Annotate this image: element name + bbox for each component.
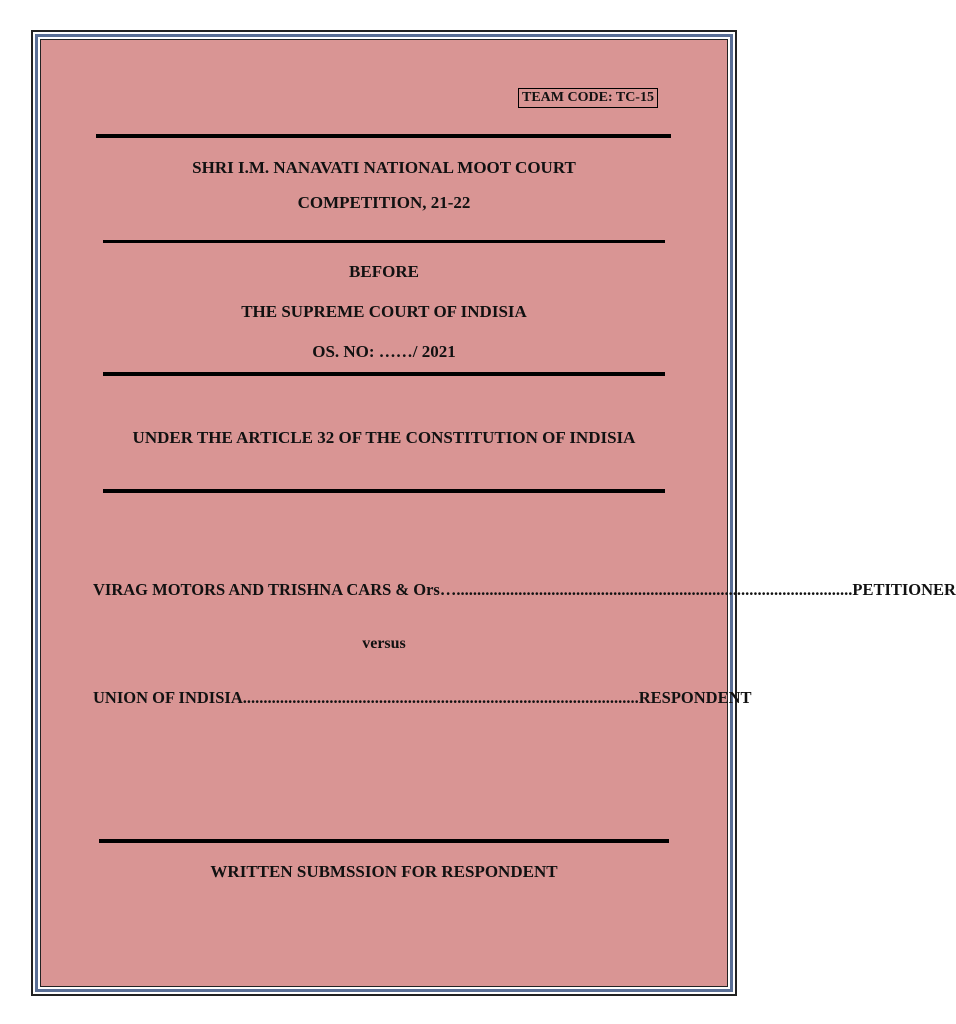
respondent-name: UNION OF INDISIA <box>93 688 243 707</box>
cover-page <box>40 39 728 987</box>
petitioner-line <box>93 580 956 600</box>
competition-title-line2: COMPETITION, 21-22 <box>297 193 471 212</box>
divider-rule <box>96 134 671 138</box>
petitioner-dots: ................................................................................................ <box>456 580 853 599</box>
divider-rule <box>103 489 665 493</box>
petitioner-name: VIRAG MOTORS AND TRISHNA CARS & Ors… <box>93 580 457 599</box>
petitioner-role: PETITIONER <box>852 580 956 599</box>
divider-rule <box>103 372 665 376</box>
team-code-box: TEAM CODE: TC-15 <box>518 88 658 108</box>
submission-title: WRITTEN SUBMSSION FOR RESPONDENT <box>210 862 558 881</box>
competition-title-line1: SHRI I.M. NANAVATI NATIONAL MOOT COURT <box>192 158 576 177</box>
court-name: THE SUPREME COURT OF INDISIA <box>241 302 527 321</box>
before-label: BEFORE <box>349 262 419 281</box>
respondent-line <box>93 688 752 708</box>
case-number: OS. NO: ……/ 2021 <box>312 342 456 361</box>
article-heading: UNDER THE ARTICLE 32 OF THE CONSTITUTION OF INDISIA <box>132 428 636 447</box>
divider-rule <box>103 240 665 243</box>
divider-rule <box>99 839 669 843</box>
respondent-dots: ................................................................................................ <box>242 688 639 707</box>
versus-label: versus <box>362 635 406 652</box>
respondent-role: RESPONDENT <box>638 688 752 707</box>
